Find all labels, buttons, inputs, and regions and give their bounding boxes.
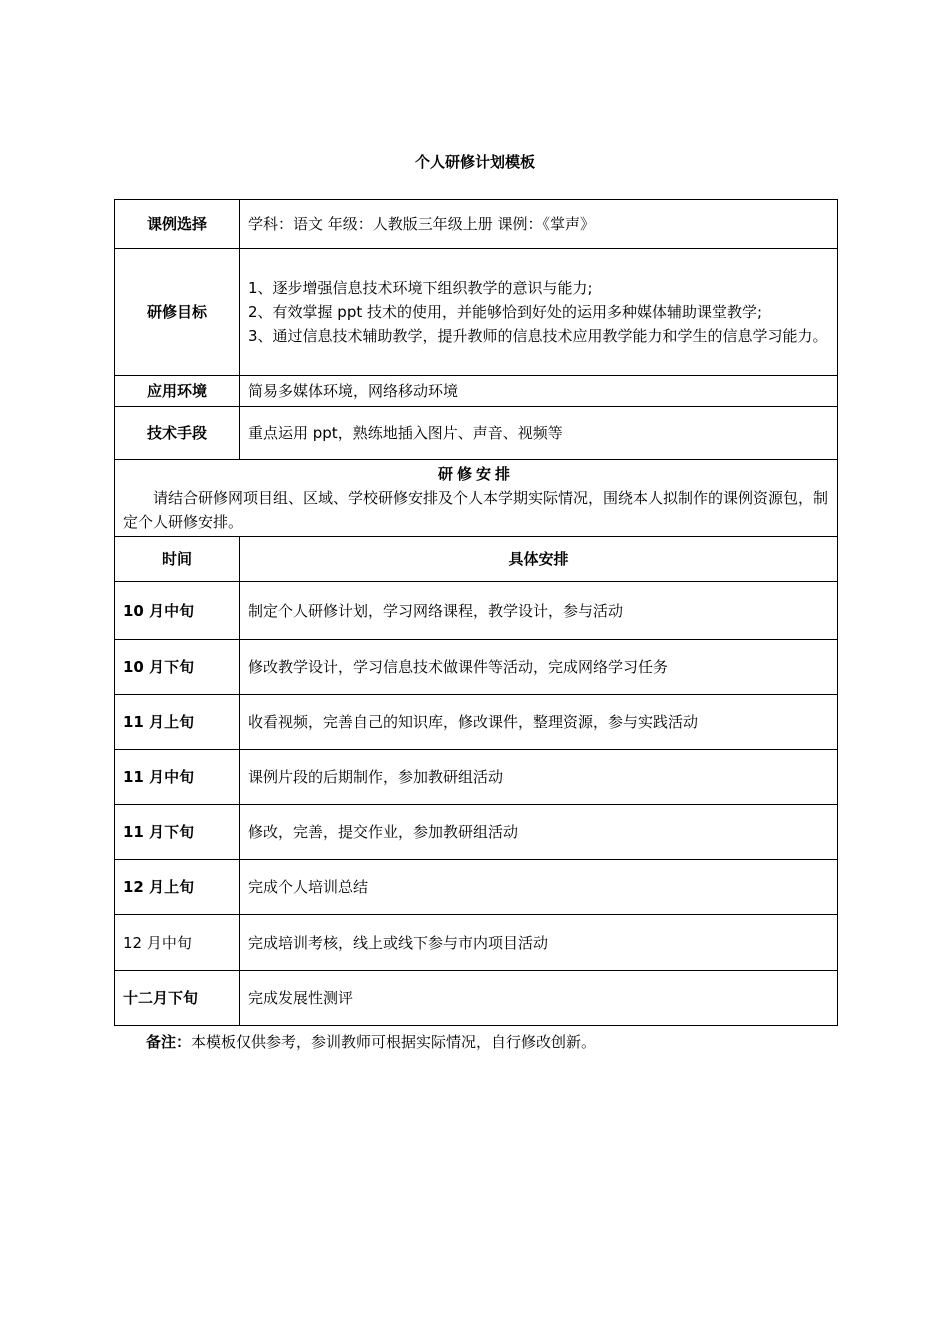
goal-value <box>240 249 838 376</box>
schedule-detail: 完成个人培训总结 <box>240 860 838 915</box>
arrangement-text: 请结合研修网项目组、区域、学校研修安排及个人本学期实际情况，围绕本人拟制作的课例资源包，制定个人研修安排。 <box>123 489 829 531</box>
goal-line-3: 3、通过信息技术辅助教学，提升教师的信息技术应用教学能力和学生的信息学习能力。 <box>248 327 828 345</box>
row-tech <box>115 407 838 460</box>
table-row <box>115 640 838 695</box>
detail-header: 具体安排 <box>240 537 838 582</box>
footnote <box>146 1031 596 1053</box>
goal-line-1: 1、逐步增强信息技术环境下组织教学的意识与能力; <box>248 279 593 297</box>
schedule-time: 11 月下旬 <box>115 805 240 860</box>
arrangement-cell <box>115 460 838 537</box>
schedule-detail: 制定个人研修计划，学习网络课程，教学设计，参与活动 <box>240 582 838 640</box>
tech-label: 技术手段 <box>115 407 240 460</box>
course-label: 课例选择 <box>115 200 240 249</box>
goal-line-2: 2、有效掌握 ppt 技术的使用，并能够恰到好处的运用多种媒体辅助课堂教学; <box>248 303 763 321</box>
arrangement-heading: 研修安排 <box>437 465 514 483</box>
table-row <box>115 915 838 971</box>
tech-value: 重点运用 ppt，熟练地插入图片、声音、视频等 <box>240 407 838 460</box>
schedule-time: 10 月中旬 <box>115 582 240 640</box>
schedule-time: 10 月下旬 <box>115 640 240 695</box>
goal-label: 研修目标 <box>115 249 240 376</box>
table-row <box>115 971 838 1026</box>
schedule-time: 11 月上旬 <box>115 695 240 750</box>
schedule-detail: 修改，完善，提交作业，参加教研组活动 <box>240 805 838 860</box>
schedule-detail: 收看视频，完善自己的知识库，修改课件，整理资源，参与实践活动 <box>240 695 838 750</box>
row-arrangement <box>115 460 838 537</box>
table-row <box>115 695 838 750</box>
schedule-header-row <box>115 537 838 582</box>
plan-table <box>114 199 838 1026</box>
footnote-text: 本模板仅供参考，参训教师可根据实际情况，自行修改创新。 <box>191 1033 597 1051</box>
schedule-time: 十二月下旬 <box>115 971 240 1026</box>
schedule-detail: 完成发展性测评 <box>240 971 838 1026</box>
row-env <box>115 376 838 407</box>
table-row <box>115 582 838 640</box>
schedule-time: 12 月中旬 <box>115 915 240 971</box>
page-title: 个人研修计划模板 <box>414 153 535 171</box>
table-row <box>115 805 838 860</box>
schedule-detail: 完成培训考核，线上或线下参与市内项目活动 <box>240 915 838 971</box>
row-goal <box>115 249 838 376</box>
schedule-detail: 课例片段的后期制作，参加教研组活动 <box>240 750 838 805</box>
schedule-detail: 修改教学设计，学习信息技术做课件等活动，完成网络学习任务 <box>240 640 838 695</box>
footnote-label: 备注： <box>146 1033 192 1051</box>
time-header: 时间 <box>115 537 240 582</box>
row-course <box>115 200 838 249</box>
env-value: 简易多媒体环境，网络移动环境 <box>240 376 838 407</box>
table-row <box>115 750 838 805</box>
table-row <box>115 860 838 915</box>
env-label: 应用环境 <box>115 376 240 407</box>
course-value: 学科：语文 年级：人教版三年级上册 课例：《掌声》 <box>240 200 838 249</box>
schedule-time: 11 月中旬 <box>115 750 240 805</box>
schedule-time: 12 月上旬 <box>115 860 240 915</box>
